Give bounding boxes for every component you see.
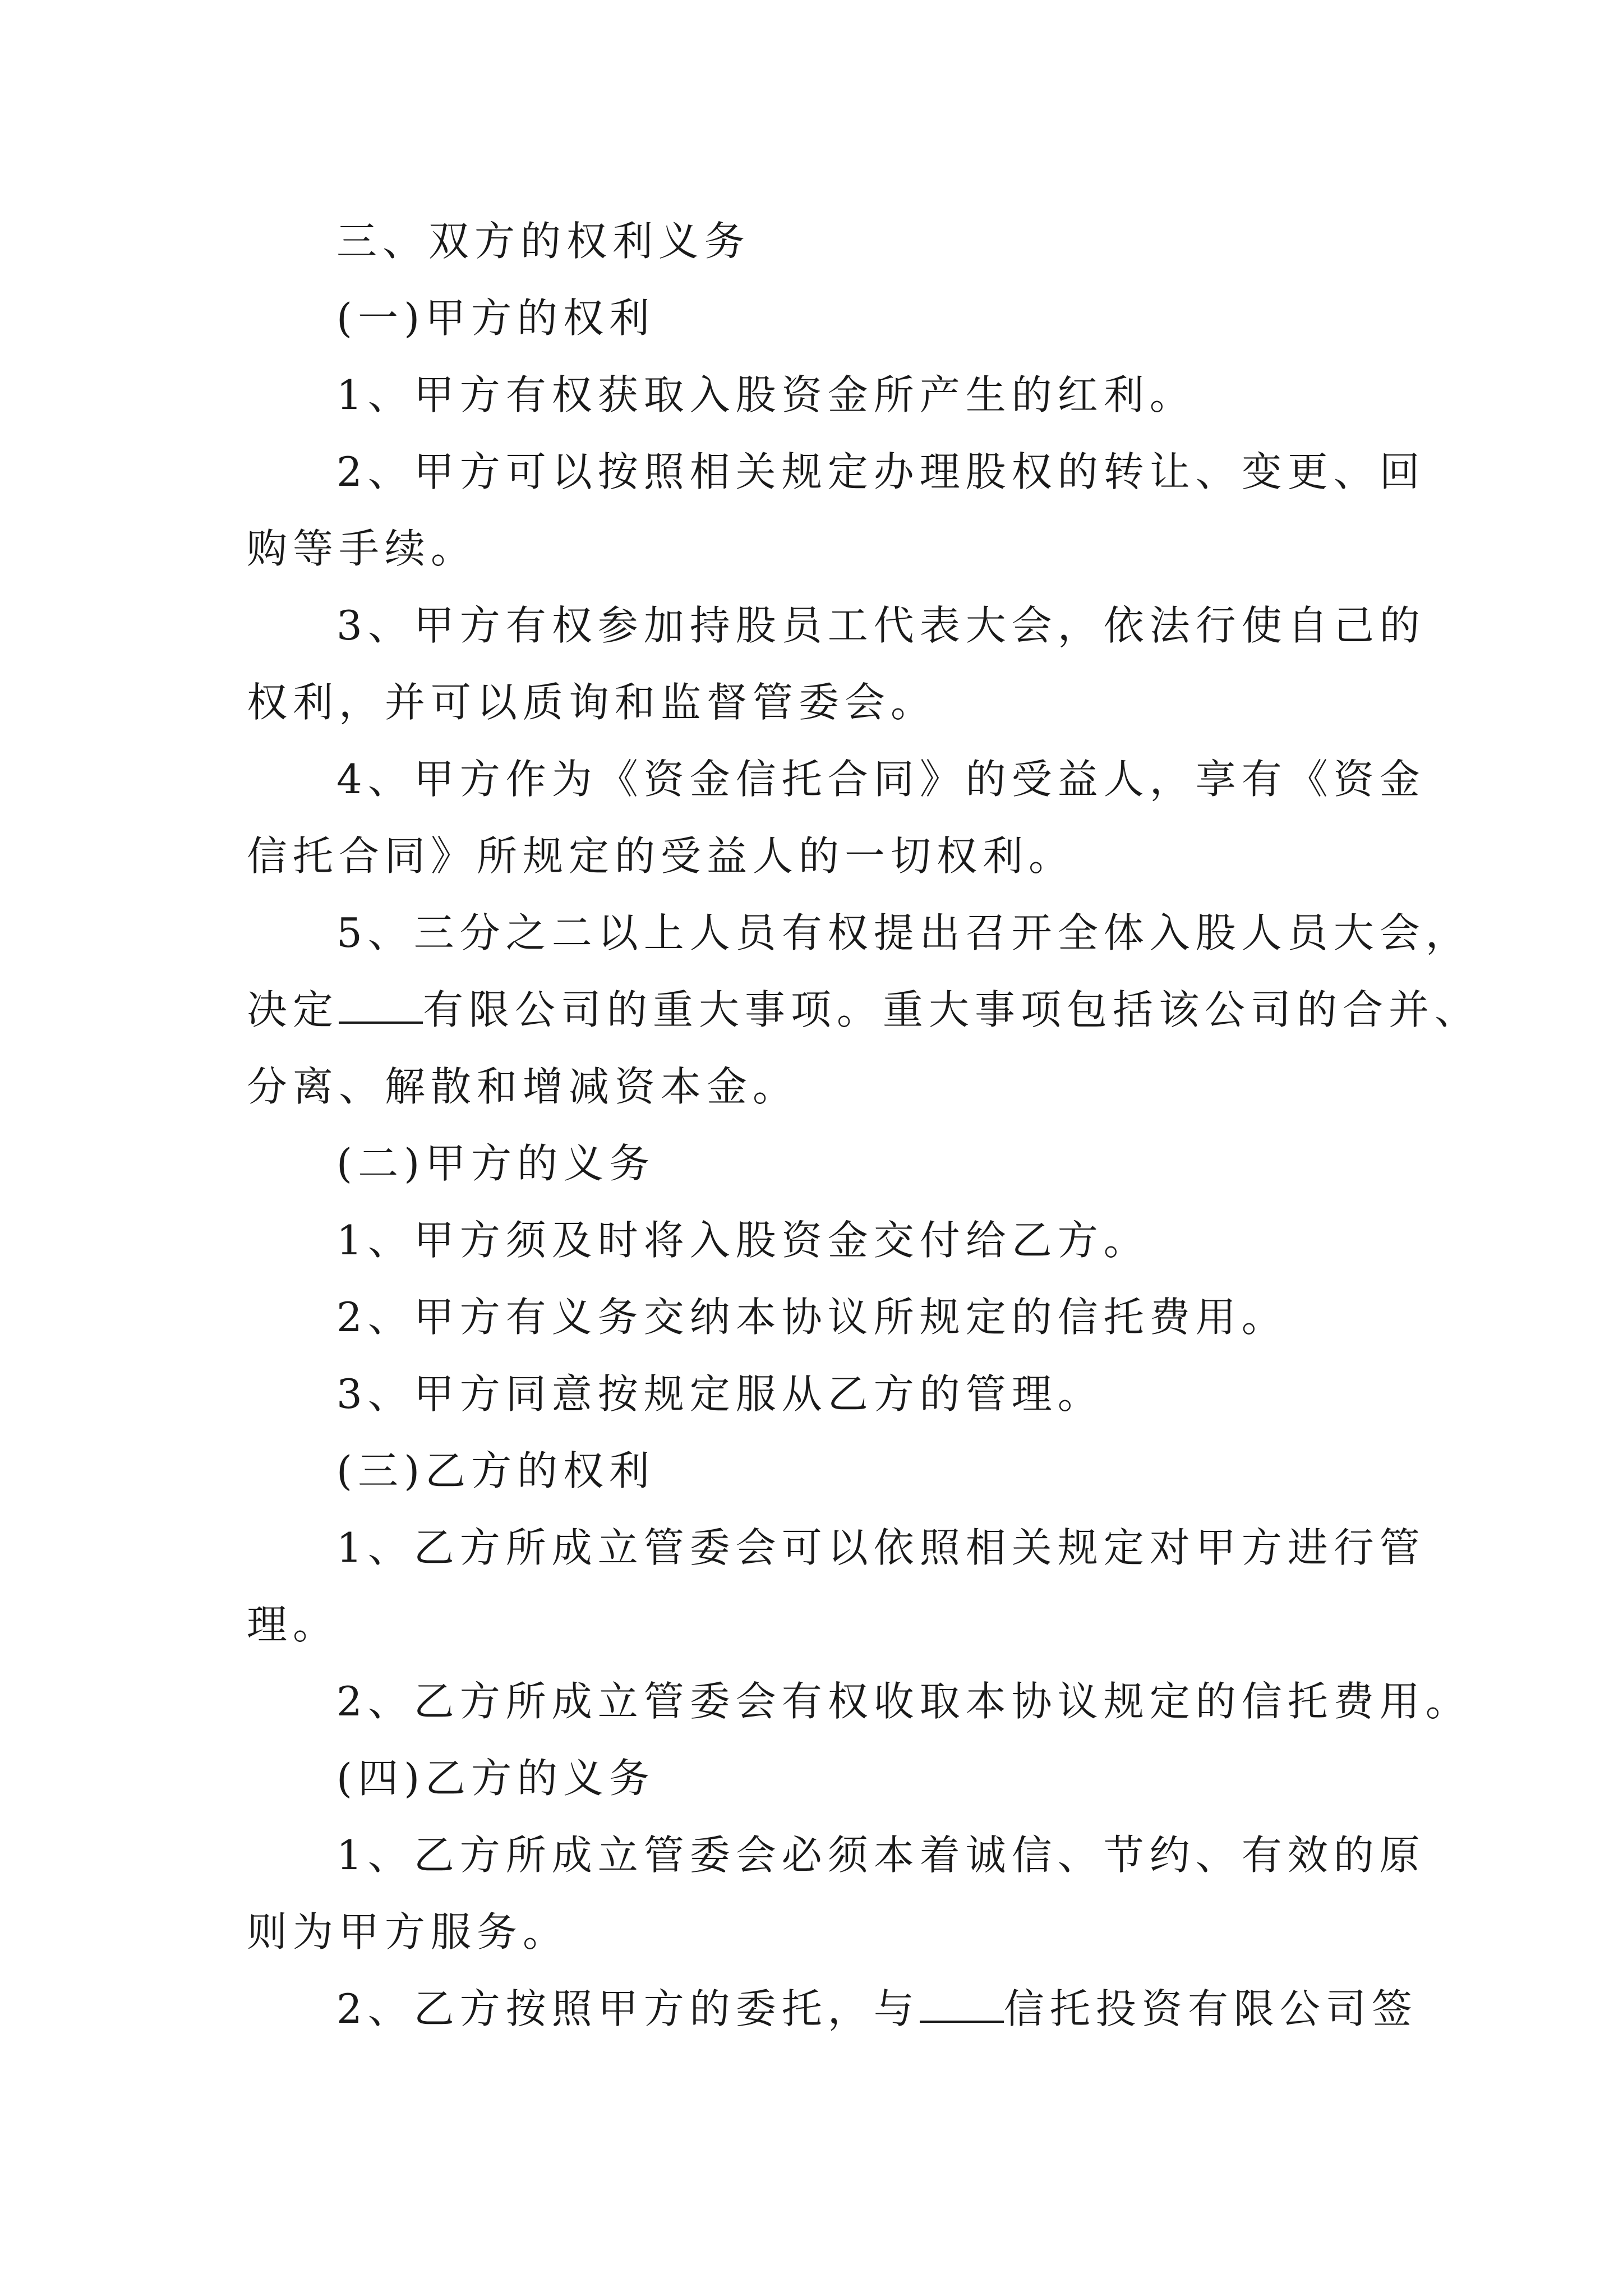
- paragraph-1-1: 1、甲方有权获取入股资金所产生的红利。: [336, 371, 1196, 418]
- paragraph-4-1-line-1: 1、乙方所成立管委会必须本着诚信、节约、有效的原: [336, 1832, 1426, 1879]
- paragraph-4-2: 2、乙方按照甲方的委托，与 信托投资有限公司签: [336, 1985, 1418, 2032]
- paragraph-2-2: 2、甲方有义务交纳本协议所规定的信托费用。: [336, 1294, 1288, 1341]
- paragraph-1-5-line-3: 分离、解散和增减资本金。: [247, 1063, 799, 1110]
- fill-blank: [920, 1988, 1004, 2023]
- paragraph-1-5-line-2: 决定 有限公司的重大事项。重大事项包括该公司的合并、: [247, 986, 1481, 1033]
- paragraph-3-1-line-2: 理。: [247, 1601, 339, 1648]
- subsection-title-3: (三)乙方的权利: [336, 1447, 656, 1494]
- paragraph-3-1-line-1: 1、乙方所成立管委会可以依照相关规定对甲方进行管: [336, 1524, 1426, 1571]
- section-heading: 三、双方的权利义务: [336, 218, 751, 265]
- subsection-title-2: (二)甲方的义务: [336, 1140, 656, 1187]
- paragraph-1-2-line-2: 购等手续。: [247, 525, 477, 572]
- paragraph-1-3-line-2: 权利，并可以质询和监督管委会。: [247, 679, 937, 726]
- paragraph-1-2-line-1: 2、甲方可以按照相关规定办理股权的转让、变更、回: [336, 448, 1426, 495]
- subsection-title-1: (一)甲方的权利: [336, 295, 656, 342]
- paragraph-3-2: 2、乙方所成立管委会有权收取本协议规定的信托费用。: [336, 1678, 1472, 1725]
- paragraph-2-3: 3、甲方同意按规定服从乙方的管理。: [336, 1370, 1104, 1418]
- fill-blank: [339, 989, 423, 1024]
- paragraph-1-3-line-1: 3、甲方有权参加持股员工代表大会，依法行使自己的: [336, 602, 1426, 649]
- paragraph-4-1-line-2: 则为甲方服务。: [247, 1908, 569, 1955]
- subsection-title-4: (四)乙方的义务: [336, 1755, 656, 1802]
- paragraph-1-5-line-1: 5、三分之二以上人员有权提出召开全体入股人员大会，: [336, 909, 1472, 956]
- paragraph-1-4-line-2: 信托合同》所规定的受益人的一切权利。: [247, 832, 1075, 880]
- paragraph-1-4-line-1: 4、甲方作为《资金信托合同》的受益人，享有《资金: [336, 756, 1426, 803]
- paragraph-2-1: 1、甲方须及时将入股资金交付给乙方。: [336, 1217, 1150, 1264]
